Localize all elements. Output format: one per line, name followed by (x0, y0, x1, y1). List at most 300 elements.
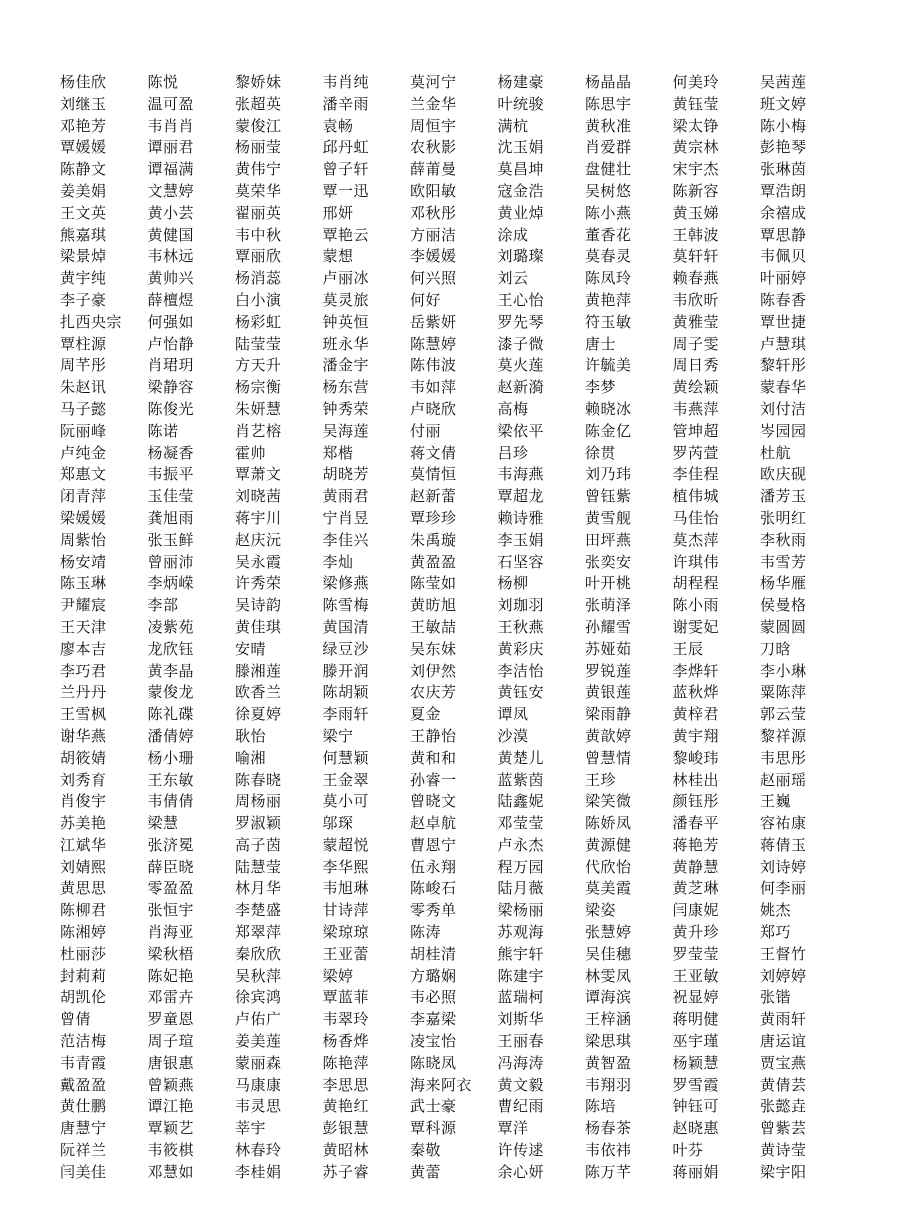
name-cell: 田坪燕 (585, 530, 632, 549)
name-cell: 莘宇 (235, 1119, 267, 1138)
name-cell: 玉佳莹 (147, 487, 195, 506)
name-cell: 巫宇瑾 (672, 1032, 720, 1051)
name-cell: 林桂出 (672, 770, 720, 789)
name-cell: 潘金宇 (322, 356, 370, 375)
name-cell: 霍帅 (235, 443, 267, 462)
name-cell: 莫轩轩 (672, 247, 720, 266)
name-cell: 周紫怡 (60, 530, 107, 549)
name-cell: 卢晓欣 (410, 399, 457, 418)
name-cell: 梁慧 (147, 814, 179, 833)
name-cell: 蒙圆圆 (760, 617, 807, 636)
name-cell: 陆月薇 (497, 879, 545, 898)
name-cell: 姚杰 (760, 901, 792, 920)
name-cell: 欧阳敏 (410, 181, 457, 200)
name-cell: 李华熙 (322, 857, 370, 876)
name-cell: 夏金 (410, 705, 442, 724)
name-cell: 植伟城 (672, 487, 720, 506)
name-cell: 吴茜莲 (760, 73, 807, 91)
name-cell: 杨安靖 (60, 552, 107, 571)
name-cell: 何兴照 (410, 269, 457, 288)
name-cell: 韦海燕 (497, 465, 545, 484)
name-cell: 吴东妹 (410, 639, 457, 658)
name-cell: 黄艳红 (322, 1097, 370, 1116)
name-cell: 梁太铮 (672, 116, 720, 135)
name-cell: 韦灵思 (235, 1097, 282, 1116)
name-cell: 王珍 (585, 770, 617, 789)
name-cell: 满杭 (497, 116, 529, 135)
name-cell: 覃丽欣 (235, 247, 282, 266)
name-cell: 李小琳 (760, 661, 807, 680)
name-cell: 黄小芸 (147, 203, 195, 222)
name-cell: 武士豪 (410, 1097, 457, 1116)
name-cell: 杨香烨 (322, 1032, 370, 1051)
name-cell: 温可盈 (147, 94, 195, 113)
name-cell: 刘付洁 (760, 399, 807, 418)
name-cell: 唐慧宁 (60, 1119, 107, 1138)
name-cell: 黄蕾 (410, 1162, 442, 1181)
name-cell: 覃艳云 (322, 225, 370, 244)
name-cell: 滕湘莲 (235, 661, 282, 680)
name-cell: 班文婷 (760, 94, 807, 113)
name-cell: 覃浩朗 (760, 181, 807, 200)
name-cell: 曹纪雨 (497, 1097, 545, 1116)
name-cell: 潘辛雨 (322, 94, 370, 113)
name-cell: 孙耀雪 (585, 617, 632, 636)
name-cell: 廖本吉 (60, 639, 107, 658)
name-cell: 梁姿 (585, 901, 617, 920)
name-cell: 杨颖慧 (672, 1053, 720, 1072)
name-cell: 吴佳穗 (585, 944, 632, 963)
name-cell: 陈伟波 (410, 356, 457, 375)
name-cell: 杨宗衡 (235, 378, 282, 397)
name-cell: 梁婷 (322, 966, 354, 985)
name-cell: 曹恩宁 (410, 835, 457, 854)
name-cell: 余禧成 (760, 203, 807, 222)
name-cell: 卢永杰 (497, 835, 545, 854)
name-cell: 李炳嵘 (147, 574, 195, 593)
name-cell: 梁秋梧 (147, 944, 195, 963)
name-cell: 谭凤 (497, 705, 529, 724)
name-cell: 吴树悠 (585, 181, 632, 200)
name-cell: 韦中秋 (235, 225, 282, 244)
name-cell: 邓莹莹 (497, 814, 545, 833)
name-cell: 李梦 (585, 378, 617, 397)
name-cell: 周杨丽 (235, 792, 282, 811)
name-cell: 李部 (147, 596, 179, 615)
name-cell: 黄盈盈 (410, 552, 457, 571)
name-cell: 岑园园 (760, 421, 807, 440)
name-cell: 肖俊宇 (60, 792, 107, 811)
name-cell: 罗先琴 (497, 312, 545, 331)
name-cell: 朱禹璇 (410, 530, 457, 549)
name-cell: 肖珺玥 (147, 356, 195, 375)
name-cell: 覃世捷 (760, 312, 807, 331)
name-cell: 耿怡 (235, 726, 267, 745)
name-cell: 程万园 (497, 857, 545, 876)
name-cell: 李思思 (322, 1075, 370, 1094)
name-cell: 钟英恒 (322, 312, 370, 331)
name-cell: 肖爱群 (585, 138, 632, 157)
name-cell: 唐银惠 (147, 1053, 195, 1072)
name-cell: 刘乃玮 (585, 465, 632, 484)
name-cell: 闭青萍 (60, 487, 107, 506)
name-cell: 何好 (410, 290, 442, 309)
name-cell: 姜美娟 (60, 181, 107, 200)
name-cell: 孙睿一 (410, 770, 457, 789)
name-cell: 谢雯妃 (672, 617, 720, 636)
name-cell: 刘婧熙 (60, 857, 107, 876)
name-cell: 林月华 (235, 879, 282, 898)
name-cell: 黄雨君 (322, 487, 370, 506)
name-cell: 黄钰安 (497, 683, 545, 702)
name-cell: 谭福满 (147, 160, 195, 179)
name-cell: 黄宇纯 (60, 269, 107, 288)
name-cell: 黄雨轩 (760, 1010, 807, 1029)
name-cell: 高子茵 (235, 835, 282, 854)
name-cell: 龙欣钰 (147, 639, 195, 658)
name-cell: 谭江艳 (147, 1097, 195, 1116)
name-cell: 黄雅莹 (672, 312, 720, 331)
name-cell: 潘春平 (672, 814, 720, 833)
name-cell: 莫春灵 (585, 247, 632, 266)
name-cell: 陈建宇 (497, 966, 545, 985)
name-cell: 谭丽君 (147, 138, 195, 157)
name-cell: 许琪伟 (672, 552, 720, 571)
name-cell: 江斌华 (60, 835, 107, 854)
name-cell: 刘继玉 (60, 94, 107, 113)
name-cell: 李灿 (322, 552, 354, 571)
name-cell: 陈凤玲 (585, 269, 632, 288)
name-cell: 岳紫妍 (410, 312, 457, 331)
name-cell: 胡晓芳 (322, 465, 370, 484)
name-cell: 张慧婷 (585, 923, 632, 942)
name-cell: 林雯凤 (585, 966, 632, 985)
name-cell: 覃柱源 (60, 334, 107, 353)
name-cell: 曾紫芸 (760, 1119, 807, 1138)
name-cell: 周子雯 (672, 334, 720, 353)
name-cell: 曾倩 (60, 1010, 92, 1029)
name-cell: 姜美莲 (235, 1032, 282, 1051)
name-cell: 陈妃艳 (147, 966, 195, 985)
name-cell: 李子豪 (60, 290, 107, 309)
name-cell: 吴海莲 (322, 421, 370, 440)
name-cell: 莫荣华 (235, 181, 282, 200)
name-cell: 盘健壮 (585, 160, 632, 179)
name-cell: 付丽 (410, 421, 442, 440)
name-cell: 肖艺榕 (235, 421, 282, 440)
name-cell: 叶芬 (672, 1141, 704, 1160)
name-cell: 叶开桃 (585, 574, 632, 593)
name-cell: 梁静容 (147, 378, 195, 397)
name-cell: 农秋影 (410, 138, 457, 157)
name-cell: 邓慧如 (147, 1162, 195, 1181)
name-cell: 罗童恩 (147, 1010, 195, 1029)
name-cell: 刘晓茜 (235, 487, 282, 506)
name-cell: 邱丹虹 (322, 138, 370, 157)
name-cell: 覃一迅 (322, 181, 370, 200)
name-cell: 范洁梅 (60, 1032, 107, 1051)
name-cell: 蒋文倩 (410, 443, 457, 462)
name-cell: 陈静文 (60, 160, 107, 179)
name-cell: 陈春香 (760, 290, 807, 309)
name-cell: 王金翠 (322, 770, 370, 789)
name-cell: 陈晓凤 (410, 1053, 457, 1072)
name-cell: 卢丽冰 (322, 269, 370, 288)
name-cell: 刀晗 (760, 639, 792, 658)
name-cell: 邬琛 (322, 814, 354, 833)
name-cell: 曾晓文 (410, 792, 457, 811)
name-cell: 蓝秋烨 (672, 683, 720, 702)
name-cell: 赵丽瑶 (760, 770, 807, 789)
name-cell: 符玉敏 (585, 312, 632, 331)
name-cell: 覃科源 (410, 1119, 457, 1138)
name-cell: 罗雪霞 (672, 1075, 720, 1094)
name-cell: 熊宇轩 (497, 944, 545, 963)
name-cell: 梁雨静 (585, 705, 632, 724)
name-cell: 莫昌坤 (497, 160, 545, 179)
name-cell: 许秀荣 (235, 574, 282, 593)
name-cell: 王敏喆 (410, 617, 457, 636)
name-cell: 徐贯 (585, 443, 617, 462)
name-cell: 钟秀荣 (322, 399, 370, 418)
name-cell: 李玉娟 (497, 530, 545, 549)
name-cell: 陈思宇 (585, 94, 632, 113)
name-cell: 吕珍 (497, 443, 529, 462)
name-cell: 彭艳琴 (760, 138, 807, 157)
name-cell: 卢怡静 (147, 334, 195, 353)
name-cell: 卢佑广 (235, 1010, 282, 1029)
name-cell: 班永华 (322, 334, 370, 353)
name-cell: 颜钰彤 (672, 792, 720, 811)
name-cell: 周恒宇 (410, 116, 457, 135)
name-cell: 陆慧莹 (235, 857, 282, 876)
name-cell: 方天升 (235, 356, 282, 375)
name-cell: 覃萧文 (235, 465, 282, 484)
name-cell: 黄李晶 (147, 661, 195, 680)
name-cell: 杨柳 (497, 574, 529, 593)
name-cell: 韦必照 (410, 988, 457, 1007)
name-cell: 管坤超 (672, 421, 720, 440)
name-cell: 覃媛媛 (60, 138, 107, 157)
name-cell: 郑惠文 (60, 465, 107, 484)
name-cell: 卢纯金 (60, 443, 107, 462)
name-cell: 文慧婷 (147, 181, 195, 200)
name-cell: 马佳怡 (672, 508, 720, 527)
name-cell: 尹耀宸 (60, 596, 107, 615)
name-cell: 曾慧情 (585, 748, 632, 767)
name-cell: 黄昉旭 (410, 596, 457, 615)
name-cell: 李嘉梁 (410, 1010, 457, 1029)
name-cell: 陈柳君 (60, 901, 107, 920)
name-cell: 刘斯华 (497, 1010, 545, 1029)
name-cell: 陈金亿 (585, 421, 632, 440)
name-cell: 邓雷卉 (147, 988, 195, 1007)
name-cell: 王天津 (60, 617, 107, 636)
name-cell: 蒋艳芳 (672, 835, 720, 854)
name-cell: 赖诗雅 (497, 508, 545, 527)
name-cell: 袁畅 (322, 116, 354, 135)
name-cell: 张萌泽 (585, 596, 632, 615)
name-cell: 赵新蕾 (410, 487, 457, 506)
name-cell: 秦欣欣 (235, 944, 282, 963)
name-cell: 韦肖纯 (322, 73, 370, 91)
name-cell: 方璐娴 (410, 966, 457, 985)
name-cell: 黄和和 (410, 748, 457, 767)
name-cell: 林春玲 (235, 1141, 282, 1160)
name-cell: 黄歆婷 (585, 726, 632, 745)
name-cell: 蒙丽森 (235, 1053, 282, 1072)
name-cell: 董香花 (585, 225, 632, 244)
name-cell: 蒋倩玉 (760, 835, 807, 854)
name-cell: 张明红 (760, 508, 807, 527)
name-cell: 黄思思 (60, 879, 107, 898)
name-cell: 王韩波 (672, 225, 720, 244)
name-cell: 韦翔羽 (585, 1075, 632, 1094)
name-cell: 李楚盛 (235, 901, 282, 920)
name-cell: 陈雪梅 (322, 596, 370, 615)
name-cell: 李佳兴 (322, 530, 370, 549)
name-cell: 海来阿衣 (410, 1075, 473, 1094)
name-cell: 容祐康 (760, 814, 807, 833)
name-cell: 张恒宇 (147, 901, 195, 920)
name-cell: 曾颖燕 (147, 1075, 195, 1094)
name-cell: 韦翠玲 (322, 1010, 370, 1029)
name-cell: 黄智盈 (585, 1053, 632, 1072)
name-cell: 郭云莹 (760, 705, 807, 724)
name-cell: 封莉莉 (60, 966, 107, 985)
name-cell: 赖晓冰 (585, 399, 632, 418)
name-cell: 胡桂清 (410, 944, 457, 963)
name-cell: 罗芮萱 (672, 443, 720, 462)
name-cell: 陈小燕 (585, 203, 632, 222)
name-cell: 农庆芳 (410, 683, 457, 702)
name-cell: 阮丽峰 (60, 421, 107, 440)
name-cell: 李媛媛 (410, 247, 457, 266)
name-cell: 韦旭琳 (322, 879, 370, 898)
name-cell: 陈新容 (672, 181, 720, 200)
name-cell: 闫康妮 (672, 901, 720, 920)
name-cell: 莫美霞 (585, 879, 632, 898)
name-cell: 王亚蕾 (322, 944, 370, 963)
name-cell: 王雪枫 (60, 705, 107, 724)
name-cell: 周日秀 (672, 356, 720, 375)
name-cell: 黄银莲 (585, 683, 632, 702)
name-cell: 杨小珊 (147, 748, 195, 767)
name-cell: 沙漠 (497, 726, 529, 745)
name-cell: 叶统骏 (497, 94, 545, 113)
name-cell: 郑巧 (760, 923, 792, 942)
name-cell: 薛臣晓 (147, 857, 195, 876)
name-cell: 卢慧琪 (760, 334, 807, 353)
name-cell: 陈艳萍 (322, 1053, 370, 1072)
name-cell: 戴盈盈 (60, 1075, 107, 1094)
name-cell: 莫火莲 (497, 356, 545, 375)
name-cell: 粟陈萍 (760, 683, 807, 702)
name-cell: 梁景焯 (60, 247, 107, 266)
name-cell: 谭海滨 (585, 988, 632, 1007)
name-cell: 喻湘 (235, 748, 267, 767)
name-cell: 莫杰萍 (672, 530, 720, 549)
name-cell: 黄玉娣 (672, 203, 720, 222)
name-cell: 覃超龙 (497, 487, 545, 506)
name-cell: 白小演 (235, 290, 282, 309)
name-cell: 杨华雁 (760, 574, 807, 593)
name-cell: 叶丽婷 (760, 269, 807, 288)
name-cell: 蒙俊江 (235, 116, 282, 135)
name-cell: 王东敏 (147, 770, 195, 789)
name-cell: 胡程程 (672, 574, 720, 593)
name-cell: 凌宝怡 (410, 1032, 457, 1051)
name-cell: 徐宾鸿 (235, 988, 282, 1007)
name-cell: 李洁怡 (497, 661, 545, 680)
name-cell: 韦林远 (147, 247, 195, 266)
name-cell: 何美玲 (672, 73, 720, 91)
name-cell: 潘芳玉 (760, 487, 807, 506)
name-cell: 王丽春 (497, 1032, 545, 1051)
name-cell: 梁琼琼 (322, 923, 370, 942)
name-cell: 张济冕 (147, 835, 195, 854)
name-cell: 黄昭林 (322, 1141, 370, 1160)
name-cell: 刘秀育 (60, 770, 107, 789)
name-cell: 陈涛 (410, 923, 442, 942)
name-cell: 黎娇妹 (235, 73, 282, 91)
name-cell: 黄伟宁 (235, 160, 282, 179)
name-cell: 梁依平 (497, 421, 545, 440)
name-cell: 蒋丽娟 (672, 1162, 720, 1181)
name-cell: 韦欣昕 (672, 290, 720, 309)
name-cell: 黄健国 (147, 225, 195, 244)
name-cell: 陈玉琳 (60, 574, 107, 593)
name-cell: 杨消蕊 (235, 269, 282, 288)
name-cell: 杨建豪 (497, 73, 545, 91)
name-cell: 黄静慧 (672, 857, 720, 876)
name-cell: 刘璐璨 (497, 247, 545, 266)
name-cell: 梁宇阳 (760, 1162, 807, 1181)
name-cell: 绿豆沙 (322, 639, 370, 658)
name-cell: 黄绘颖 (672, 378, 720, 397)
name-cell: 唐运谊 (760, 1032, 807, 1051)
name-cell: 刘婷婷 (760, 966, 807, 985)
name-cell: 黄诗莹 (760, 1141, 807, 1160)
name-cell: 莫河宁 (410, 73, 457, 91)
name-cell: 薛檀煜 (147, 290, 195, 309)
name-cell: 陈莹如 (410, 574, 457, 593)
name-cell: 曾丽沛 (147, 552, 195, 571)
name-cell: 杜航 (760, 443, 792, 462)
name-cell: 曾子轩 (322, 160, 370, 179)
name-cell: 吴永霞 (235, 552, 282, 571)
name-cell: 陈春晓 (235, 770, 282, 789)
name-cell: 石坚容 (497, 552, 545, 571)
name-cell: 宁肖昱 (322, 508, 370, 527)
name-cell: 刘伊然 (410, 661, 457, 680)
name-cell: 覃蓝菲 (322, 988, 370, 1007)
name-cell: 韦肖肖 (147, 116, 195, 135)
name-cell: 马康康 (235, 1075, 282, 1094)
name-cell: 梁媛媛 (60, 508, 107, 527)
name-cell: 黄佳琪 (235, 617, 282, 636)
name-cell: 罗莹莹 (672, 944, 720, 963)
name-cell: 欧庆砚 (760, 465, 807, 484)
name-cell: 蒋宇川 (235, 508, 282, 527)
name-cell: 黄国清 (322, 617, 370, 636)
name-cell: 蒙春华 (760, 378, 807, 397)
name-cell: 杨晶晶 (585, 73, 632, 91)
name-cell: 赵新漪 (497, 378, 545, 397)
name-cell: 刘诗婷 (760, 857, 807, 876)
name-cell: 胡凯伦 (60, 988, 107, 1007)
name-cell: 朱妍慧 (235, 399, 282, 418)
